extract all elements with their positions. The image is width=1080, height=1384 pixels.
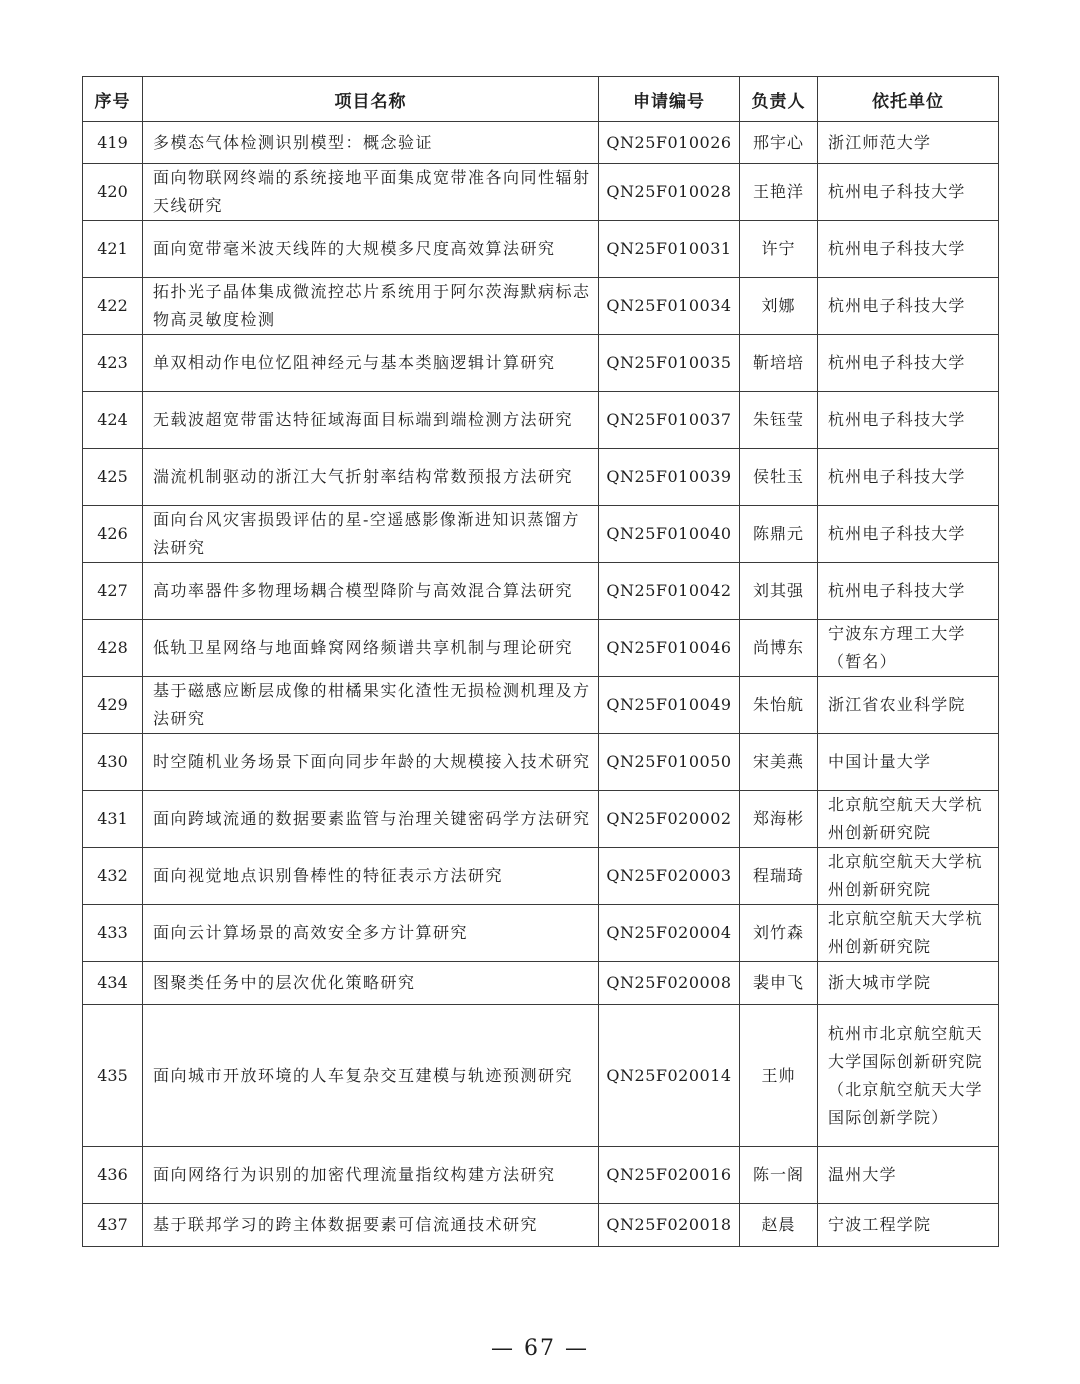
cell-seq: 423 — [83, 335, 143, 392]
cell-seq: 434 — [83, 962, 143, 1005]
cell-host-unit: 中国计量大学 — [818, 734, 999, 791]
cell-application-code: QN25F020004 — [599, 905, 740, 962]
table-row — [83, 791, 999, 848]
project-table — [82, 76, 999, 1247]
cell-seq: 429 — [83, 677, 143, 734]
table-row — [83, 278, 999, 335]
cell-person-in-charge: 郑海彬 — [740, 791, 818, 848]
cell-host-unit: 宁波东方理工大学（暂名） — [818, 620, 999, 677]
cell-person-in-charge: 宋美燕 — [740, 734, 818, 791]
header-seq: 序号 — [83, 77, 143, 122]
cell-application-code: QN25F010046 — [599, 620, 740, 677]
cell-person-in-charge: 刘娜 — [740, 278, 818, 335]
cell-person-in-charge: 许宁 — [740, 221, 818, 278]
cell-project-name: 多模态气体检测识别模型：概念验证 — [143, 122, 599, 164]
cell-application-code: QN25F020018 — [599, 1204, 740, 1247]
cell-host-unit: 杭州电子科技大学 — [818, 449, 999, 506]
cell-project-name: 时空随机业务场景下面向同步年龄的大规模接入技术研究 — [143, 734, 599, 791]
cell-host-unit: 杭州电子科技大学 — [818, 392, 999, 449]
cell-person-in-charge: 刘其强 — [740, 563, 818, 620]
table-row — [83, 848, 999, 905]
table-row — [83, 563, 999, 620]
cell-host-unit: 杭州电子科技大学 — [818, 221, 999, 278]
cell-person-in-charge: 王艳洋 — [740, 164, 818, 221]
cell-seq: 421 — [83, 221, 143, 278]
header-project-name: 项目名称 — [143, 77, 599, 122]
cell-project-name: 基于联邦学习的跨主体数据要素可信流通技术研究 — [143, 1204, 599, 1247]
cell-host-unit: 浙大城市学院 — [818, 962, 999, 1005]
cell-application-code: QN25F010031 — [599, 221, 740, 278]
cell-project-name: 低轨卫星网络与地面蜂窝网络频谱共享机制与理论研究 — [143, 620, 599, 677]
cell-project-name: 基于磁感应断层成像的柑橘果实化渣性无损检测机理及方法研究 — [143, 677, 599, 734]
header-person-in-charge: 负责人 — [740, 77, 818, 122]
table-row — [83, 506, 999, 563]
cell-person-in-charge: 侯牡玉 — [740, 449, 818, 506]
cell-project-name: 湍流机制驱动的浙江大气折射率结构常数预报方法研究 — [143, 449, 599, 506]
table-row — [83, 620, 999, 677]
cell-application-code: QN25F010037 — [599, 392, 740, 449]
cell-application-code: QN25F010034 — [599, 278, 740, 335]
cell-host-unit: 杭州市北京航空航天大学国际创新研究院（北京航空航天大学国际创新学院） — [818, 1005, 999, 1147]
cell-project-name: 面向城市开放环境的人车复杂交互建模与轨迹预测研究 — [143, 1005, 599, 1147]
table-row — [83, 221, 999, 278]
cell-host-unit: 宁波工程学院 — [818, 1204, 999, 1247]
cell-person-in-charge: 裴申飞 — [740, 962, 818, 1005]
table-row — [83, 962, 999, 1005]
cell-person-in-charge: 程瑞琦 — [740, 848, 818, 905]
cell-person-in-charge: 赵晨 — [740, 1204, 818, 1247]
cell-application-code: QN25F010050 — [599, 734, 740, 791]
cell-application-code: QN25F020003 — [599, 848, 740, 905]
cell-seq: 420 — [83, 164, 143, 221]
cell-host-unit: 温州大学 — [818, 1147, 999, 1204]
cell-project-name: 面向网络行为识别的加密代理流量指纹构建方法研究 — [143, 1147, 599, 1204]
cell-seq: 424 — [83, 392, 143, 449]
table-row — [83, 449, 999, 506]
cell-project-name: 单双相动作电位忆阻神经元与基本类脑逻辑计算研究 — [143, 335, 599, 392]
cell-person-in-charge: 陈一阁 — [740, 1147, 818, 1204]
cell-person-in-charge: 朱钰莹 — [740, 392, 818, 449]
cell-application-code: QN25F020002 — [599, 791, 740, 848]
cell-application-code: QN25F010042 — [599, 563, 740, 620]
cell-person-in-charge: 邢宇心 — [740, 122, 818, 164]
table-row — [83, 392, 999, 449]
cell-project-name: 无载波超宽带雷达特征域海面目标端到端检测方法研究 — [143, 392, 599, 449]
cell-application-code: QN25F010026 — [599, 122, 740, 164]
table-row — [83, 164, 999, 221]
cell-person-in-charge: 靳培培 — [740, 335, 818, 392]
cell-project-name: 面向跨域流通的数据要素监管与治理关键密码学方法研究 — [143, 791, 599, 848]
cell-project-name: 面向宽带毫米波天线阵的大规模多尺度高效算法研究 — [143, 221, 599, 278]
cell-seq: 426 — [83, 506, 143, 563]
header-host-unit: 依托单位 — [818, 77, 999, 122]
cell-host-unit: 北京航空航天大学杭州创新研究院 — [818, 791, 999, 848]
cell-seq: 431 — [83, 791, 143, 848]
table-row — [83, 905, 999, 962]
cell-host-unit: 北京航空航天大学杭州创新研究院 — [818, 905, 999, 962]
table-row — [83, 1204, 999, 1247]
cell-host-unit: 杭州电子科技大学 — [818, 563, 999, 620]
cell-person-in-charge: 王帅 — [740, 1005, 818, 1147]
cell-seq: 437 — [83, 1204, 143, 1247]
cell-application-code: QN25F020016 — [599, 1147, 740, 1204]
cell-seq: 428 — [83, 620, 143, 677]
header-application-code: 申请编号 — [599, 77, 740, 122]
cell-project-name: 面向物联网终端的系统接地平面集成宽带准各向同性辐射天线研究 — [143, 164, 599, 221]
table-row — [83, 677, 999, 734]
cell-seq: 427 — [83, 563, 143, 620]
cell-project-name: 图聚类任务中的层次优化策略研究 — [143, 962, 599, 1005]
cell-application-code: QN25F020014 — [599, 1005, 740, 1147]
cell-seq: 422 — [83, 278, 143, 335]
cell-seq: 419 — [83, 122, 143, 164]
cell-project-name: 面向云计算场景的高效安全多方计算研究 — [143, 905, 599, 962]
cell-application-code: QN25F020008 — [599, 962, 740, 1005]
cell-application-code: QN25F010035 — [599, 335, 740, 392]
cell-host-unit: 杭州电子科技大学 — [818, 164, 999, 221]
cell-application-code: QN25F010028 — [599, 164, 740, 221]
table-row — [83, 1147, 999, 1204]
cell-host-unit: 北京航空航天大学杭州创新研究院 — [818, 848, 999, 905]
table-row — [83, 122, 999, 164]
cell-project-name: 面向台风灾害损毁评估的星-空遥感影像渐进知识蒸馏方法研究 — [143, 506, 599, 563]
cell-seq: 435 — [83, 1005, 143, 1147]
table-header-row — [83, 77, 999, 122]
cell-seq: 436 — [83, 1147, 143, 1204]
cell-seq: 432 — [83, 848, 143, 905]
cell-project-name: 高功率器件多物理场耦合模型降阶与高效混合算法研究 — [143, 563, 599, 620]
page-number: — 67 — — [491, 1336, 589, 1361]
table-row — [83, 335, 999, 392]
cell-person-in-charge: 朱怡航 — [740, 677, 818, 734]
cell-project-name: 面向视觉地点识别鲁棒性的特征表示方法研究 — [143, 848, 599, 905]
table-body — [83, 122, 999, 1247]
cell-seq: 430 — [83, 734, 143, 791]
cell-application-code: QN25F010039 — [599, 449, 740, 506]
cell-host-unit: 浙江省农业科学院 — [818, 677, 999, 734]
cell-seq: 425 — [83, 449, 143, 506]
cell-project-name: 拓扑光子晶体集成微流控芯片系统用于阿尔茨海默病标志物高灵敏度检测 — [143, 278, 599, 335]
cell-host-unit: 杭州电子科技大学 — [818, 278, 999, 335]
cell-person-in-charge: 尚博东 — [740, 620, 818, 677]
cell-application-code: QN25F010040 — [599, 506, 740, 563]
cell-host-unit: 浙江师范大学 — [818, 122, 999, 164]
cell-application-code: QN25F010049 — [599, 677, 740, 734]
cell-person-in-charge: 刘竹森 — [740, 905, 818, 962]
table-row — [83, 734, 999, 791]
cell-person-in-charge: 陈鼎元 — [740, 506, 818, 563]
table-row — [83, 1005, 999, 1147]
cell-host-unit: 杭州电子科技大学 — [818, 506, 999, 563]
cell-seq: 433 — [83, 905, 143, 962]
cell-host-unit: 杭州电子科技大学 — [818, 335, 999, 392]
